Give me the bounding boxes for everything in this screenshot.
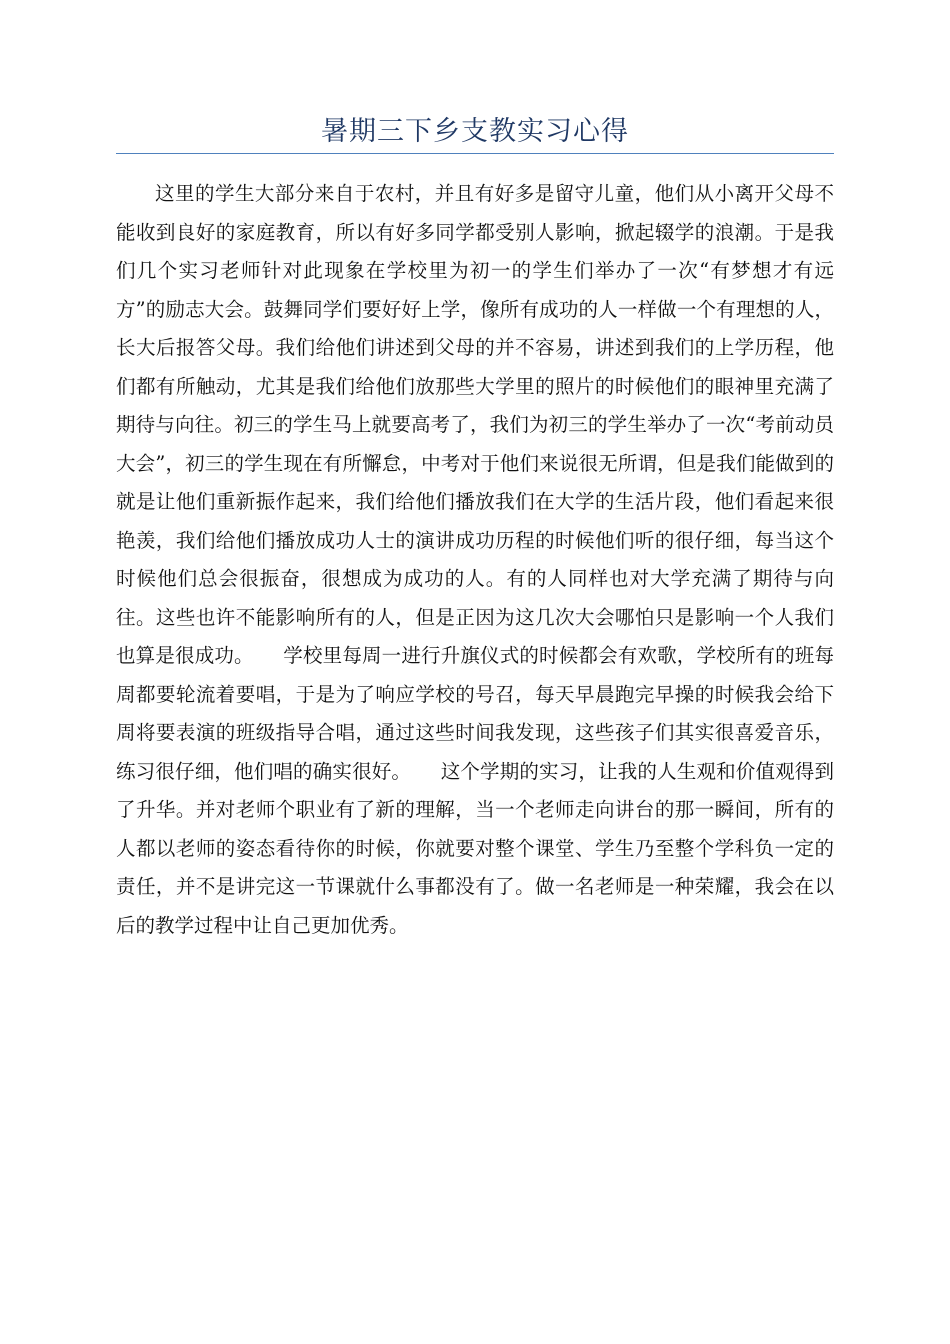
- title-underline: [116, 153, 834, 154]
- document-title: 暑期三下乡支教实习心得: [321, 116, 629, 147]
- body-paragraph: 这里的学生大部分来自于农村，并且有好多是留守儿童，他们从小离开父母不能收到良好的家庭教育，所以有好多同学都受别人影响，掀起辍学的浪潮。于是我们几个实习老师针对此现象在学校里为初一的学生们举办了一次“有梦想才有远方”的励志大会。鼓舞同学们要好好上学，像所有成功的人一样做一个有理想的人，长大后报答父母。我们给他们讲述到父母的并不容易，讲述到我们的上学历程，他们都有所触动，尤其是我们给他们放那些大学里的照片的时候他们的眼神里充满了期待与向往。初三的学生马上就要高考了，我们为初三的学生举办了一次“考前动员大会”，初三的学生现在有所懈怠，中考对于他们来说很无所谓，但是我们能做到的就是让他们重新振作起来，我们给他们播放我们在大学的生活片段，他们看起来很艳羡，我们给他们播放成功人士的演讲成功历程的时候他们听的很仔细，每当这个时候他们总会很振奋，很想成为成功的人。有的人同样也对大学充满了期待与向往。这些也许不能影响所有的人，但是正因为这几次大会哪怕只是影响一个人我们也算是很成功。 学校里每周一进行升旗仪式的时候都会有欢歌，学校所有的班每周都要轮流着要唱，于是为了响应学校的号召，每天早晨跑完早操的时候我会给下周将要表演的班级指导合唱，通过这些时间我发现，这些孩子们其实很喜爱音乐，练习很仔细，他们唱的确实很好。 这个学期的实习，让我的人生观和价值观得到了升华。并对老师个职业有了新的理解，当一个老师走向讲台的那一瞬间，所有的人都以老师的姿态看待你的时候，你就要对整个课堂、学生乃至整个学科负一定的责任，并不是讲完这一节课就什么事都没有了。做一名老师是一种荣耀，我会在以后的教学过程中让自己更加优秀。: [116, 182, 834, 937]
